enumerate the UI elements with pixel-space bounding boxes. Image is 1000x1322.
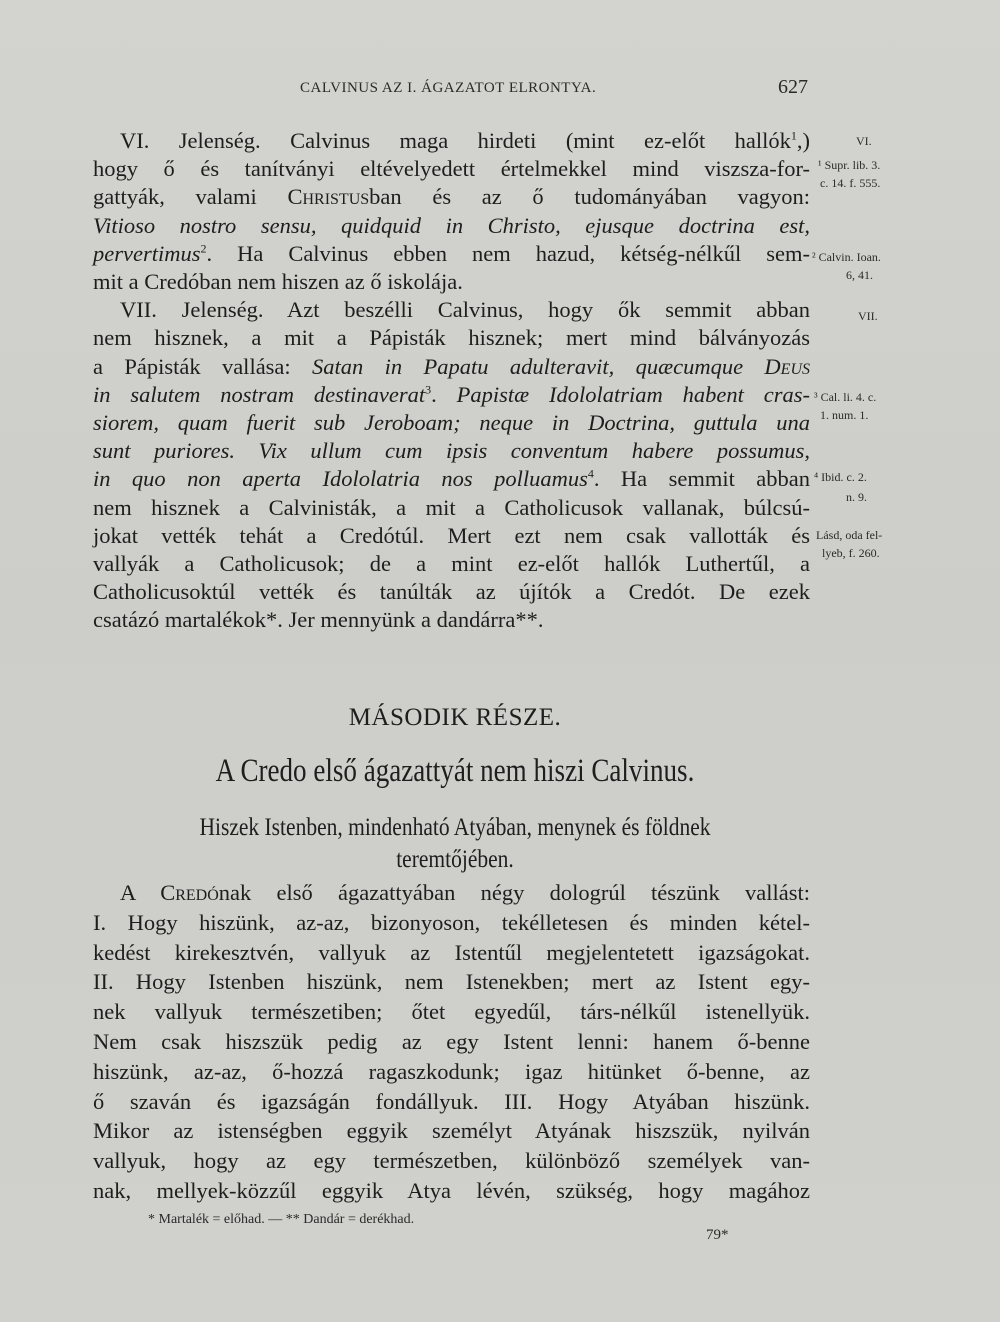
footnote: * Martalék = előhad. — ** Dandár = derékhad. (148, 1212, 415, 1227)
footnote-ref: 4 (587, 466, 594, 481)
body-text-line (93, 436, 810, 466)
text-segment: I. Hogy hiszünk, az-az, bizonyoson, tekélletesen és minden kétel- (93, 909, 810, 935)
text-segment: gattyák, valami (93, 184, 288, 210)
section-text-line (93, 1116, 810, 1146)
margin-note: 6, 41. (846, 268, 873, 282)
body-text-line (93, 154, 810, 184)
margin-note: ² Calvin. Ioan. (812, 250, 881, 264)
section-text-line (93, 967, 810, 997)
text-segment: hiszünk, az-az, ő-hozzá ragaszkodunk; igaz hitünket ő-benne, az (93, 1058, 810, 1084)
text-segment: siorem, quam fuerit sub Jeroboam; neque in Doctrina, guttula una (93, 410, 810, 435)
text-segment: sunt puriores. Vix ullum cum ipsis conventum habere possumus, (93, 438, 810, 464)
text-segment: Catholicusoktúl vették és tanúlták az újítók a Credót. De ezek (93, 579, 810, 605)
text-segment: . (431, 381, 457, 407)
body-text-line (93, 605, 810, 635)
text-segment: . Ha Calvinus ebben nem hazud, kétség-nélkűl sem- (206, 240, 810, 266)
body-text-line (93, 408, 810, 438)
text-segment: jokat vették tehát a Credótúl. Mert ezt nem csak vallották és (93, 522, 810, 548)
text-segment: VI. Jelenség. Calvinus maga hirdeti (mint ez-előt hallók (120, 128, 791, 153)
text-segment: nem hisznek a Calvinisták, a mit a Catholicusok vallanak, búlcsú- (93, 494, 810, 520)
text-segment: ban és az ő tudományában vagyon: (369, 184, 811, 210)
margin-note: c. 14. f. 555. (820, 176, 881, 190)
text-segment: Christus (287, 184, 370, 210)
text-segment: . Ha semmit abban (593, 466, 810, 492)
body-text-line (93, 464, 810, 494)
text-segment: vallyuk, hogy az egy természetben, különböző személyek van- (93, 1148, 810, 1174)
body-text-line (93, 323, 810, 353)
sub-heading-line-1: Hiszek Istenben, mindenható Atyában, menynek és földnek (199, 814, 711, 841)
margin-note: VI. (856, 134, 872, 148)
body-text-line (93, 182, 810, 212)
text-segment: vallyák a Catholicusok; de a mint ez-előt hallók Luthertűl, a (93, 551, 810, 576)
running-head (0, 76, 1000, 106)
body-text-line (93, 211, 810, 241)
running-title: CALVINUS AZ I. ÁGAZATOT ELRONTYA. (300, 80, 597, 96)
part-heading: MÁSODIK RÉSZE. (348, 704, 562, 731)
section-text-line (93, 1087, 810, 1117)
text-segment: Nem csak hiszszük pedig az egy Istent lenni: hanem ő-benne (93, 1029, 810, 1054)
text-segment: in salutem nostram destinaverat (93, 381, 426, 407)
margin-note: n. 9. (846, 490, 867, 504)
text-segment: II. Hogy Istenben hiszünk, nem Istenekben; mert az Istent egy- (93, 969, 810, 995)
body-text-line (93, 549, 810, 579)
section-text-line (93, 1027, 810, 1057)
text-segment: in quo non aperta Idololatria nos polluamus (93, 466, 588, 492)
footnote-ref: 1 (790, 128, 797, 143)
text-segment: nem hisznek, a mit a Pápisták hisznek; mert mind bálványozás (93, 325, 810, 351)
text-segment: Credó (160, 880, 219, 905)
text-segment: hogy ő és tanítványi eltévelyedett értelmekkel mind viszsza-for- (93, 156, 810, 182)
margin-note: ¹ Supr. lib. 3. (818, 158, 881, 172)
text-segment: csatázó martalékok*. Jer mennyünk a dandárra**. (93, 607, 544, 633)
body-text-line (93, 380, 810, 410)
body-text-line (120, 126, 810, 156)
footnote-ref: 3 (425, 382, 432, 397)
body-text-line (93, 352, 810, 382)
section-text-line (93, 1146, 810, 1176)
text-segment: mit a Credóban nem hiszen az ő iskolája. (93, 269, 463, 294)
section-text-line (93, 938, 810, 968)
section-text-line (93, 1057, 810, 1087)
margin-note: VII. (858, 309, 878, 323)
margin-note: Lásd, oda fel- (816, 528, 883, 542)
text-segment: Papistæ Idololatriam habent cras- (456, 381, 811, 407)
footnote-ref: 2 (200, 241, 207, 256)
text-segment: pervertimus (93, 240, 201, 266)
margin-note: 1. num. 1. (820, 408, 869, 422)
sub-heading-line-2: teremtőjében. (396, 846, 514, 873)
body-text-line (93, 239, 810, 269)
text-segment: Satan in Papatu adulteravit, quæcumque (312, 353, 765, 379)
body-text-line (93, 493, 810, 523)
margin-note: lyeb, f. 260. (822, 546, 880, 560)
section-text-line (93, 908, 810, 938)
margin-note: ⁴ Ibid. c. 2. (814, 470, 867, 484)
section-text-line (93, 997, 810, 1027)
signature-mark: 79* (706, 1227, 729, 1243)
text-segment: Vitioso nostro sensu, quidquid in Christo, ejusque doctrina est, (93, 212, 810, 238)
text-segment: ,) (796, 128, 810, 153)
text-segment: VII. Jelenség. Azt beszélli Calvinus, hogy ők semmit abban (120, 297, 810, 323)
text-segment: Mikor az istenségben eggyik személyt Atyának hiszszük, nyilván (93, 1118, 810, 1144)
text-segment: ő szaván és igazságán fondállyuk. III. Hogy Atyában hiszünk. (93, 1088, 810, 1114)
text-segment: kedést kirekesztvén, vallyuk az Istentűl megjelentetett igazságokat. (93, 939, 810, 965)
text-segment: nek vallyuk természetiben; őtet egyedűl, társ-nélkűl istenellyük. (93, 999, 810, 1025)
text-segment: a Pápisták vallása: (93, 353, 313, 379)
text-segment: A (120, 880, 161, 905)
body-text-line (93, 521, 810, 551)
section-text-line (120, 878, 810, 908)
body-text-line (120, 295, 810, 325)
text-segment: nak első ágazattyában négy dologrúl tészünk vallást: (218, 880, 810, 905)
page-number: 627 (778, 76, 808, 98)
section-text-line (93, 1176, 810, 1206)
margin-note: ³ Cal. li. 4. c. (814, 390, 877, 404)
chapter-heading: A Credo első ágazattyát nem hiszi Calvinus. (215, 753, 695, 789)
body-text-line (93, 577, 810, 607)
text-segment: nak, mellyek-közzűl eggyik Atya lévén, szükség, hogy magához (93, 1178, 810, 1203)
body-text-line (93, 267, 810, 297)
text-segment: Deus (764, 353, 810, 379)
